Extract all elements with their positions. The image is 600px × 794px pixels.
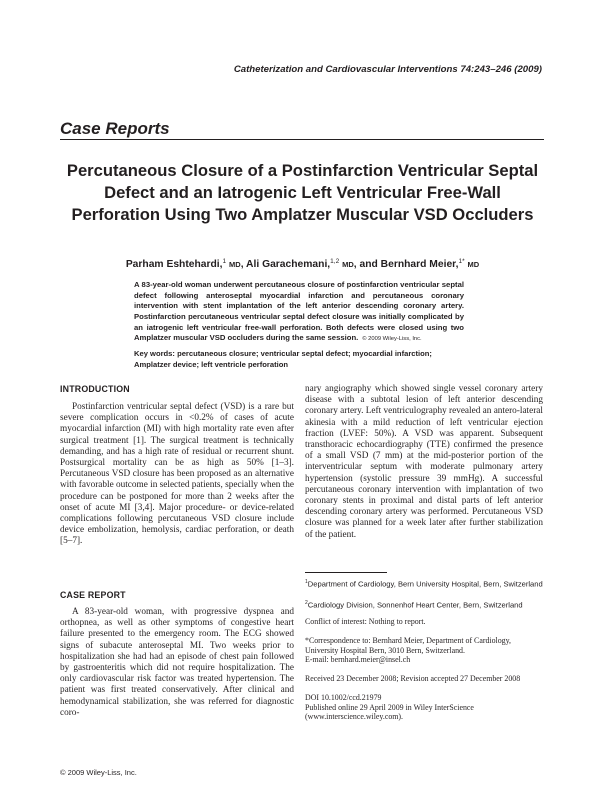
correspondence-address: *Correspondence to: Bernhard Meier, Department of Cardiology, University Hospital Bern, 3010 Bern, Switzerland. [305,636,512,655]
abstract-copyright: © 2009 Wiley-Liss, Inc. [362,336,422,343]
author-name: Parham Eshtehardi, [125,259,223,270]
author-list [60,258,545,270]
publication-info [305,693,543,722]
author-affiliation-mark: 1 [222,258,227,265]
heading-rule [60,139,544,140]
keywords [134,349,466,370]
case-report-paragraph: A 83-year-old woman, with progressive dyspnea and orthopnea, as well as other symptoms of congestive heart failure presented to the emergency room. The ECG showed signs of subacute anteroseptal MI. Two weeks prior to hospitalization she had had an episode of chest pain followed by gastroenteritis which did not require hospitalization. The only cardiovascular risk factor was treated hypertension. The patient was first treated conservatively. After clinical and hemodynamical stabilization, she was referred for diagnostic coro- [60,607,294,718]
author-affiliation-mark: 1* [458,258,465,265]
correspondence [305,636,543,665]
article-title: Percutaneous Closure of a Postinfarction Ventricular Septal Defect and an Iatrogenic Left Ventricular Free-Wall Perforation Using Two Amplatzer Muscular VSD Occluders [66,161,539,224]
author-name: Bernhard Meier, [380,259,459,270]
case-report-continued [305,384,543,541]
abstract-text: A 83-year-old woman underwent percutaneous closure of postinfarction ventricular septal defect following anteroseptal myocardial infarction and percutaneous coronary intervention with stent implantation of the left anterior descending coronary artery. Postinfarction percutaneous ventricular septal defect closure was initially complicated by an iatrogenic left ventricular free-wall perforation. Both defects were closed using two Amplatzer muscular VSD occluders during the same session. [134,280,464,343]
author-separator: , and [353,259,381,270]
case-report-body [60,607,294,719]
affiliation-number: 2 [305,600,308,606]
case-report-heading: CASE REPORT [60,590,126,600]
introduction-body [60,402,294,548]
journal-citation: Catheterization and Cardiovascular Interventions 74:243–246 (2009) [233,64,542,75]
published-online: Published online 29 April 2009 in Wiley InterScience (www.interscience.wiley.com). [305,702,474,722]
conflict-of-interest: Conflict of interest: Nothing to report. [305,617,426,626]
author-degree: MD [342,260,354,269]
received-dates: Received 23 December 2008; Revision accepted 27 December 2008 [305,674,521,683]
section-heading: Case Reports [60,119,170,138]
author-affiliation-mark: 1,2 [330,258,340,265]
affiliation-number: 1 [305,579,308,585]
abstract [134,280,464,345]
doi: DOI 10.1002/ccd.21979 [305,693,382,702]
affiliation-2 [305,599,543,610]
keywords-text: percutaneous closure; ventricular septal defect; myocardial infarction; Amplatzer device; left ventricle perforation [134,349,432,369]
affiliation-text: Department of Cardiology, Bern University Hospital, Bern, Switzerland [307,579,543,589]
keywords-label: Key words: [134,349,175,358]
bottom-copyright: © 2009 Wiley-Liss, Inc. [60,768,137,777]
case-report-continued-paragraph: nary angiography which showed single vessel coronary artery disease with a subtotal lesion of left anterior descending coronary artery. Left ventriculography revealed an antero-lateral akinesia with a mild reduction of left ventricular ejection fraction (LVEF: 50%). A VSD was apparent. Subsequent transthoracic echocardiography (TTE) confirmed the presence of a small VSD (7 mm) at the mid-posterior portion of the interventricular septum with moderate pulmonary artery hypertension (systolic pressure 39 mmHg). A successful percutaneous coronary intervention with implantation of two coronary stents in proximal and distal parts of left anterior descending coronary artery was performed. Percutaneous VSD closure was planned for a week later after further stabilization of the patient. [305,384,543,540]
footnote-rule [305,572,387,573]
affiliation-text: Cardiology Division, Sonnenhof Heart Center, Bern, Switzerland [307,600,523,610]
affiliation-1 [305,578,543,589]
introduction-paragraph: Postinfarction ventricular septal defect (VSD) is a rare but severe complication occurs in <0.2% of cases of acute myocardial infarction (MI) with high mortality rate even after surgical treatment [1]. The surgical treatment is technically demanding, and has a high rate of residual or recurrent shunt. Postsurgical mortality can be as high as 50% [1–3]. Percutaneous VSD closure has been proposed as an alternative with favorable outcome in selected patients, specially when the procedure can be postponed for more than 2 weeks after the onset of acute MI [3,4]. Major procedure- or device-related complications following percutaneous VSD closure include device embolization, hemolysis, cardiac perforation, or death [5–7]. [60,402,294,547]
author-degree: MD [229,260,241,269]
author-name: Ali Garachemani, [246,259,331,270]
introduction-heading: INTRODUCTION [60,384,130,394]
author-separator: , [240,259,247,270]
correspondence-email: E-mail: bernhard.meier@insel.ch [305,655,411,665]
author-degree: MD [467,260,480,269]
